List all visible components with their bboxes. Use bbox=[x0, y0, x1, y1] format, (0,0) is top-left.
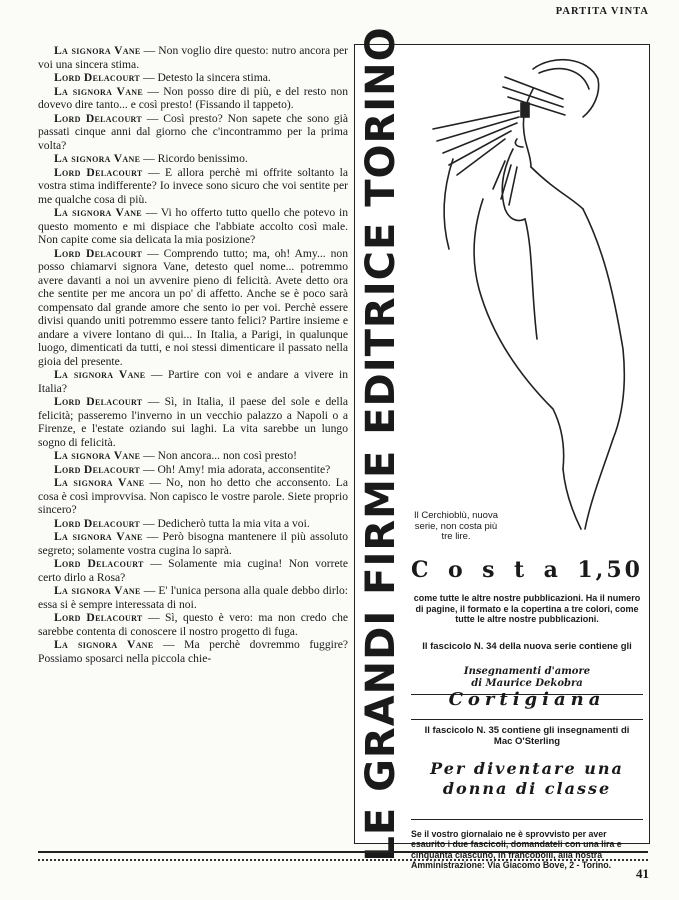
dialogue-text: — No, non ho detto che acconsento. La cosa è così improvvisa. Non capisco le vostre parole. Siete proprio sincero? bbox=[38, 476, 349, 516]
price-value: 1,50 bbox=[577, 557, 643, 583]
ad-issue-35-title bbox=[411, 759, 643, 799]
ad-issue-35-title-line1: Per diventare una bbox=[430, 759, 624, 778]
speaker-name: La signora Vane bbox=[54, 530, 143, 543]
dialogue-text: — Ricordo benissimo. bbox=[140, 152, 248, 165]
ad-small-note: Il Cerchioblù, nuova serie, non costa più tre lire. bbox=[414, 510, 498, 542]
ad-issue-34: Il fascicolo N. 34 della nuova serie contiene gli bbox=[422, 641, 632, 652]
speaker-name: La signora Vane bbox=[54, 152, 141, 165]
dialogue-line bbox=[38, 463, 348, 477]
dialogue-text: — Sì, questo è vero: ma non credo che sarebbe contenta di conoscere il nostro progetto di fuga. bbox=[38, 611, 349, 638]
dialogue-line bbox=[38, 206, 348, 247]
speaker-name: La signora Vane bbox=[54, 584, 141, 597]
speaker-name: Lord Delacourt bbox=[54, 111, 142, 125]
ad-issue-34-title-line2: di Maurice Dekobra bbox=[471, 678, 583, 689]
ad-vertical-title-text: LE GRANDI FIRME EDITRICE TORINO bbox=[358, 26, 404, 862]
dialogue-line bbox=[38, 476, 348, 517]
illustration-svg bbox=[413, 49, 645, 549]
speaker-name: La signora Vane bbox=[54, 44, 141, 57]
dialogue-text: — Però bisogna mantenere il più assoluto segreto; solamente vostra cugina lo saprà. bbox=[38, 530, 348, 557]
dialogue-text: — E allora perchè mi offrite soltanto la vostra stima indifferente? Io invece sono sicuro che voi sentite per me qualche cosa di più. bbox=[38, 165, 348, 206]
ad-issue-35 bbox=[411, 725, 643, 747]
speaker-name: La signora Vane bbox=[54, 206, 142, 219]
price-letter: C bbox=[411, 557, 432, 583]
dialogue-line bbox=[38, 368, 348, 395]
dialogue-line bbox=[38, 152, 348, 166]
dialogue-text: — Oh! Amy! mia adorata, acconsentite? bbox=[140, 462, 331, 476]
dialogue-column bbox=[38, 44, 348, 665]
ad-issue-35-title-line2: donna di classe bbox=[442, 779, 612, 798]
dialogue-line bbox=[38, 638, 348, 665]
dialogue-text: — Così presto? Non sapete che sono già passati cinque anni dal giorno che c'incontrammo per la prima volta? bbox=[38, 111, 348, 152]
ad-vertical-title bbox=[355, 26, 407, 862]
dialogue-text: — E' l'unica persona alla quale debbo dirlo: essa si è sempre interessata di noi. bbox=[38, 584, 349, 611]
ad-issue-34-title-line1: Insegnamenti d'amore bbox=[463, 666, 591, 677]
dialogue-text: — Non ancora... non così presto! bbox=[140, 449, 298, 462]
ad-price-description: come tutte le altre nostre pubblicazioni. Ha il numero di pagine, il formato e la copertina a tre colori, come tutte le altre nostre pubblicazioni. bbox=[413, 593, 641, 624]
dialogue-text: — Ma perchè dovremmo fuggire? Possiamo sposarci nella piccola chie- bbox=[38, 638, 349, 665]
price-letter: s bbox=[482, 557, 498, 583]
ad-price bbox=[411, 557, 643, 583]
speaker-name: La signora Vane bbox=[54, 84, 144, 98]
dialogue-text: — Partire con voi e andare a vivere in Italia? bbox=[38, 368, 349, 395]
ad-issue-34-title bbox=[411, 666, 643, 690]
dialogue-line bbox=[38, 71, 348, 85]
ad-issue-35-text: Il fascicolo N. 35 contiene gli insegnamenti di bbox=[424, 725, 630, 736]
speaker-name: Lord Delacourt bbox=[54, 165, 143, 179]
dialogue-line bbox=[38, 517, 348, 531]
dialogue-text: — Non voglio dire questo: nutro ancora per voi una sincera stima. bbox=[38, 44, 349, 71]
dialogue-line bbox=[38, 530, 348, 557]
dialogue-line bbox=[38, 44, 348, 71]
page-number: 41 bbox=[636, 866, 649, 881]
speaker-name: Lord Delacourt bbox=[54, 462, 141, 476]
dialogue-text: — Non posso dire di più, e del resto non dovevo dire tanto... e così presto! (Fissando il tappeto). bbox=[38, 84, 349, 111]
dialogue-text: — Comprendo tutto; ma, oh! Amy... non posso chiamarvi signora Vane, detesto quel nome... potremmo avere davanti a noi un avvenire pieno di felicità. Avete detto ora che sentite per me ancora un po' di affetto. Anche se è poco sarà compensato dal grande amore che sento io per voi. Perchè essere divisi quando uniti potremmo essere tanto felici? Partire insieme e andare a vivere lontano di qui... In Italia, a Parigi, in qualunque luogo, dimenticati da tutti, e noi stessi dimenticare il passato nella gioia del presente. bbox=[38, 246, 349, 368]
divider bbox=[411, 819, 643, 820]
dialogue-text: — Vi ho offerto tutto quello che potevo in questo momento e mi dispiace che l'abbiate accolto così male. Non capite come sia delicata la mia posizione? bbox=[38, 206, 348, 246]
dialogue-text: — Solamente mia cugina! Non vorrete certo dirlo a Rosa? bbox=[38, 557, 348, 584]
dialogue-text: — Detesto la sincera stima. bbox=[140, 71, 271, 84]
bottom-rule bbox=[38, 851, 648, 861]
speaker-name: Lord Delacourt bbox=[54, 395, 143, 408]
speaker-name: Lord Delacourt bbox=[54, 71, 141, 84]
running-head: PARTITA VINTA bbox=[555, 6, 649, 17]
dialogue-line bbox=[38, 85, 348, 112]
speaker-name: La signora Vane bbox=[54, 449, 141, 462]
dialogue-line bbox=[38, 449, 348, 463]
speaker-name: La signora Vane bbox=[54, 476, 145, 489]
dialogue-text: — Sì, in Italia, il paese del sole e della felicità; passeremo l'inverno in un vecchio palazzo a Napoli o a Firenze, e l'estate oziando sui laghi. La vita sarebbe un lungo sogno di felicità. bbox=[38, 395, 348, 449]
advertisement-box bbox=[354, 26, 650, 870]
ad-issue-35-author: Mac O'Sterling bbox=[493, 736, 561, 747]
ad-cortigiana: Cortigiana bbox=[448, 689, 606, 710]
price-letter: o bbox=[447, 557, 466, 583]
speaker-name: Lord Delacourt bbox=[54, 557, 144, 570]
speaker-name: Lord Delacourt bbox=[54, 516, 141, 530]
speaker-name: La signora Vane bbox=[54, 638, 154, 651]
price-letter: a bbox=[543, 557, 561, 583]
dialogue-line bbox=[38, 395, 348, 449]
divider bbox=[411, 719, 643, 720]
speaker-name: Lord Delacourt bbox=[54, 246, 143, 260]
price-letter: t bbox=[514, 557, 528, 583]
dialogue-line bbox=[38, 557, 348, 584]
dialogue-line bbox=[38, 166, 348, 207]
ad-footer-note: Se il vostro giornalaio ne è sprovvisto per aver esaurito i due fascicoli, domandateli con una lira e cinquanta ciascuno, in francobolli, alla nostra Amministrazione: Via Giacomo Bove, 2 - Torino. bbox=[411, 829, 622, 870]
dialogue-line bbox=[38, 112, 348, 153]
speaker-name: La signora Vane bbox=[54, 368, 146, 381]
dialogue-line bbox=[38, 611, 348, 638]
dialogue-line bbox=[38, 584, 348, 611]
dialogue-text: — Dedicherò tutta la mia vita a voi. bbox=[140, 516, 310, 530]
woman-lipstick-illustration bbox=[413, 49, 645, 549]
speaker-name: Lord Delacourt bbox=[54, 611, 143, 624]
dialogue-line bbox=[38, 247, 348, 369]
